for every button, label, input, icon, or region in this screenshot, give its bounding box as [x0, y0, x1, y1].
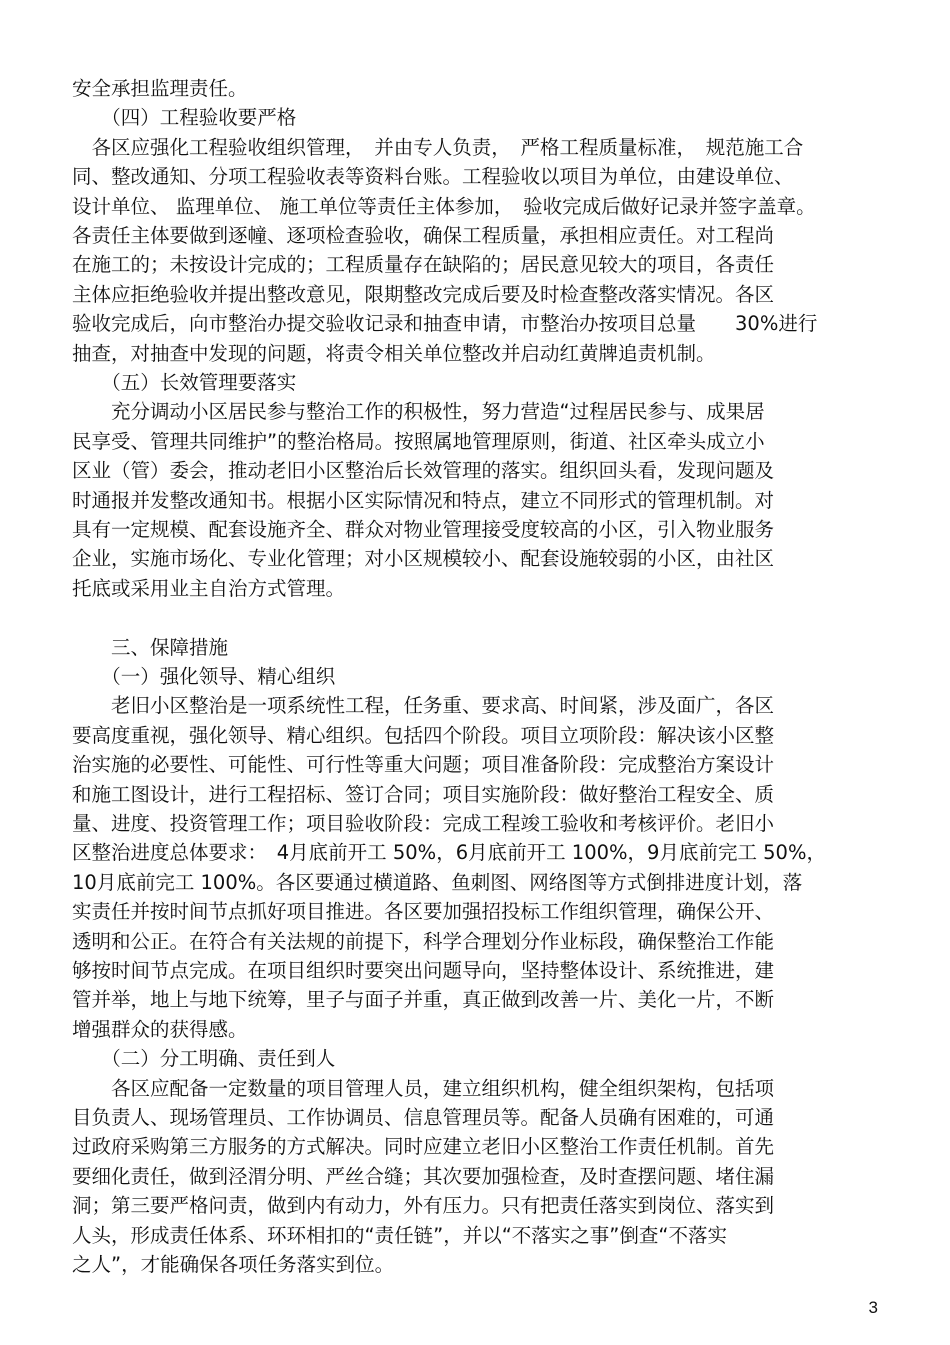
text-line: 各区应强化工程验收组织管理， 并由专人负责， 严格工程质量标准， 规范施工合	[72, 135, 804, 159]
text-line: 老旧小区整治是一项系统性工程，任务重、要求高、时间紧，涉及面广，各区	[72, 694, 775, 718]
text-line: 同、整改通知、分项工程验收表等资料台账。工程验收以项目为单位，由建设单位、	[72, 165, 794, 189]
text-line: 抽查，对抽查中发现的问题，将责令相关单位整改并启动红黄牌追责机制。	[72, 341, 716, 365]
text-line: 透明和公正。在符合有关法规的前提下，科学合理划分作业标段，确保整治工作能	[72, 929, 775, 953]
text-line: 主体应拒绝验收并提出整改意见，限期整改完成后要及时检查整改落实情况。各区	[72, 282, 775, 306]
text-line: 增强群众的获得感。	[72, 1017, 248, 1041]
text-line: 洞；第三要严格问责，做到内有动力，外有压力。只有把责任落实到岗位、落实到	[72, 1194, 775, 1218]
text-line: 要细化责任，做到泾渭分明、严丝合缝；其次要加强检查，及时查摆问题、堵住漏	[72, 1164, 775, 1188]
text-line: 之人”，才能确保各项任务落实到位。	[72, 1253, 395, 1276]
text-line: 要高度重视，强化领导、精心组织。包括四个阶段。项目立项阶段：解决该小区整	[72, 723, 775, 747]
text-line: 区整治进度总体要求： 4月底前开工 50%，6月底前开工 100%，9月底前完工 50%，	[72, 841, 826, 865]
page-number: 3	[868, 1298, 878, 1317]
text-line: 验收完成后，向市整治办提交验收记录和抽查申请，市整治办按项目总量 30%进行	[72, 312, 818, 336]
text-line: 过政府采购第三方服务的方式解决。同时应建立老旧小区整治工作责任机制。首先	[72, 1135, 775, 1159]
text-line: 在施工的；未按设计完成的；工程质量存在缺陷的；居民意见较大的项目，各责任	[72, 253, 775, 277]
text-line: 管并举，地上与地下统筹，里子与面子并重，真正做到改善一片、美化一片，不断	[72, 988, 775, 1012]
text-line: 人头，形成责任体系、环环相扣的“责任链”，并以“不落实之事”倒查“不落实	[72, 1223, 728, 1247]
text-line: 目负责人、现场管理员、工作协调员、信息管理员等。配备人员确有困难的，可通	[72, 1106, 775, 1129]
text-line: （二）分工明确、责任到人	[72, 1047, 336, 1071]
text-line: 托底或采用业主自治方式管理。	[72, 576, 346, 600]
text-line: 充分调动小区居民参与整治工作的积极性，努力营造“过程居民参与、成果居	[72, 400, 765, 424]
text-line: 具有一定规模、配套设施齐全、群众对物业管理接受度较高的小区，引入物业服务	[72, 518, 775, 541]
text-line: 时通报并发整改通知书。根据小区实际情况和特点，建立不同形式的管理机制。对	[72, 488, 775, 512]
text-line: 三、保障措施	[72, 635, 229, 659]
text-line: 区业（管）委会，推动老旧小区整治后长效管理的落实。组织回头看，发现问题及	[72, 459, 775, 483]
text-line: 够按时间节点完成。在项目组织时要突出问题导向，坚持整体设计、系统推进，建	[72, 959, 775, 982]
text-line: 治实施的必要性、可能性、可行性等重大问题；项目准备阶段：完成整治方案设计	[72, 753, 775, 777]
text-line: 各责任主体要做到逐幢、逐项检查验收，确保工程质量，承担相应责任。对工程尚	[72, 224, 775, 247]
text-line: 10月底前完工 100%。各区要通过横道路、鱼刺图、网络图等方式倒排进度计划，落	[72, 870, 803, 894]
text-line: （四）工程验收要严格	[72, 106, 297, 130]
text-line: 和施工图设计，进行工程招标、签订合同；项目实施阶段：做好整治工程安全、质	[72, 782, 775, 806]
text-line: （一）强化领导、精心组织	[72, 665, 336, 688]
text-line: 量、进度、投资管理工作；项目验收阶段：完成工程竣工验收和考核评价。老旧小	[72, 812, 775, 835]
text-line: （五）长效管理要落实	[72, 371, 297, 394]
text-line: 安全承担监理责任。	[72, 77, 248, 100]
text-line: 实责任并按时间节点抓好项目推进。各区要加强招投标工作组织管理，确保公开、	[72, 900, 775, 924]
text-line: 民享受、管理共同维护”的整治格局。按照属地管理原则，街道、社区牵头成立小	[72, 429, 765, 453]
text-line: 各区应配备一定数量的项目管理人员，建立组织机构，健全组织架构，包括项	[72, 1076, 775, 1100]
text-line: 设计单位、 监理单位、 施工单位等责任主体参加， 验收完成后做好记录并签字盖章。	[72, 194, 816, 218]
text-line: 企业，实施市场化、专业化管理；对小区规模较小、配套设施较弱的小区，由社区	[72, 547, 775, 571]
